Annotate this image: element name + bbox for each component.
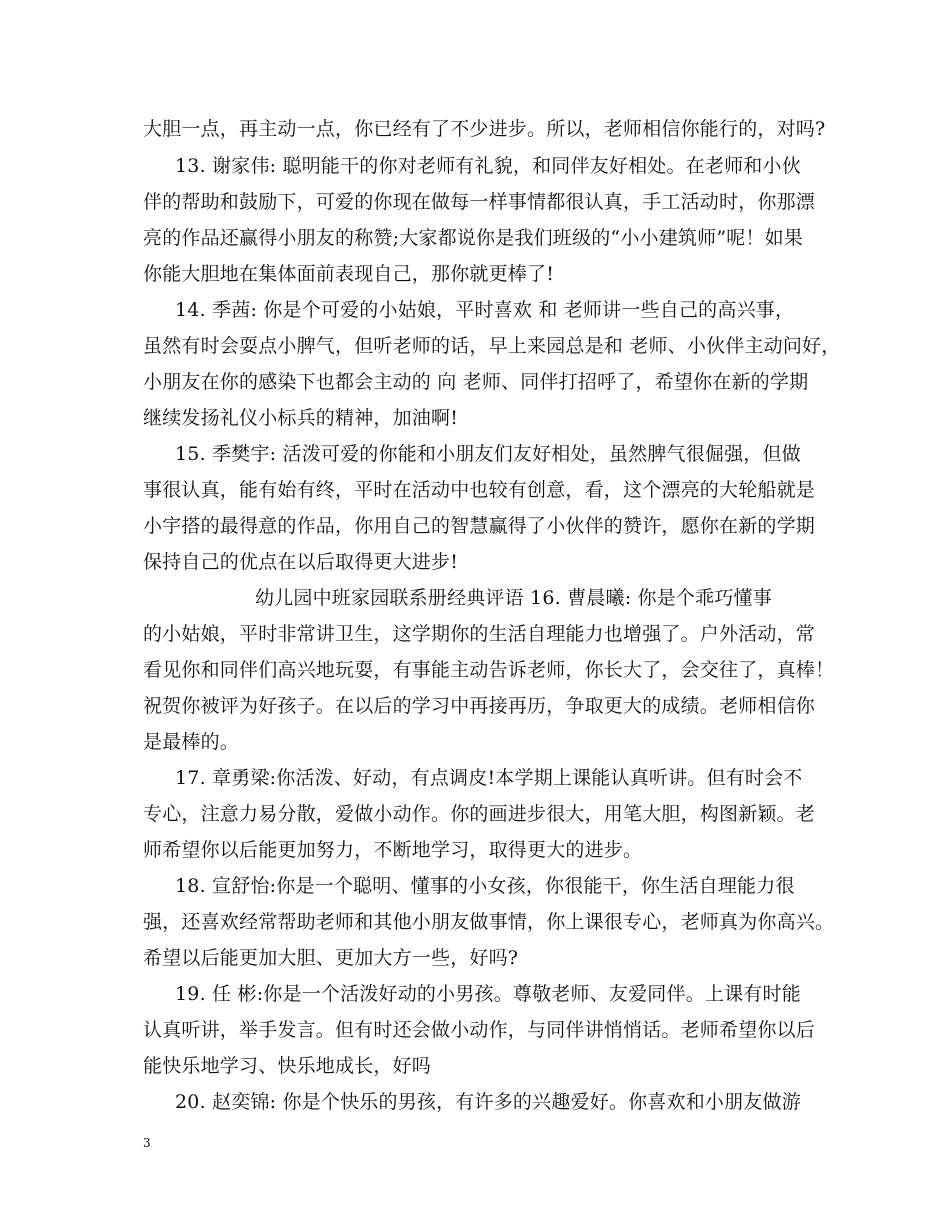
text-line: 你能大胆地在集体面前表现自己，那你就更棒了! <box>143 263 555 285</box>
text-line: 师希望你以后能更加努力，不断地学习，取得更大的进步。 <box>143 839 643 861</box>
text-line: 的小姑娘，平时非常讲卫生，这学期你的生活自理能力也增强了。户外活动，常 <box>143 623 816 645</box>
text-line: 13. 谢家伟: 聪明能干的你对老师有礼貌，和同伴友好相处。在老师和小伙 <box>175 155 801 177</box>
text-line: 20. 赵奕锦: 你是个快乐的男孩，有许多的兴趣爱好。你喜欢和小朋友做游 <box>175 1091 801 1113</box>
text-line: 看见你和同伴们高兴地玩耍，有事能主动告诉老师，你长大了，会交往了，真棒！ <box>143 659 835 681</box>
text-line: 18. 宣舒怡:你是一个聪明、懂事的小女孩，你很能干，你生活自理能力很 <box>175 875 795 897</box>
text-line: 是最棒的。 <box>143 731 240 753</box>
text-line: 大胆一点，再主动一点，你已经有了不少进步。所以，老师相信你能行的，对吗? <box>143 118 826 140</box>
text-line: 小宇搭的最得意的作品，你用自己的智慧赢得了小伙伴的赞许，愿你在新的学期 <box>143 515 816 537</box>
text-line: 事很认真，能有始有终，平时在活动中也较有创意，看，这个漂亮的大轮船就是 <box>143 479 816 501</box>
text-line: 继续发扬礼仪小标兵的精神，加油啊! <box>143 407 459 429</box>
text-line: 15. 季樊宇: 活泼可爱的你能和小朋友们友好相处，虽然脾气很倔强，但做 <box>175 443 801 465</box>
text-line: 19. 任 彬:你是一个活泼好动的小男孩。尊敬老师、友爱同伴。上课有时能 <box>175 983 801 1005</box>
page-number: 3 <box>143 1136 151 1150</box>
text-line: 17. 章勇梁:你活泼、好动，有点调皮!本学期上课能认真听讲。但有时会不 <box>175 767 803 789</box>
text-line: 虽然有时会耍点小脾气，但听老师的话，早上来园总是和 老师、小伙伴主动问好， <box>143 335 841 357</box>
text-line: 伴的帮助和鼓励下，可爱的你现在做每一样事情都很认真，手工活动时，你那漂 <box>143 191 816 213</box>
text-line: 强，还喜欢经常帮助老师和其他小朋友做事情，你上课很专心，老师真为你高兴。 <box>143 911 835 933</box>
text-line: 亮的作品还赢得小朋友的称赞;大家都说你是我们班级的“小小建筑师”呢！如果 <box>143 227 804 249</box>
text-line: 保持自己的优点在以后取得更大进步! <box>143 551 459 573</box>
text-line: 希望以后能更加大胆、更加大方一些，好吗? <box>143 947 519 969</box>
text-line: 小朋友在你的感染下也都会主动的 向 老师、同伴打招呼了，希望你在新的学期 <box>143 371 809 393</box>
text-line: 幼儿园中班家园联系册经典评语 16. 曹晨曦: 你是个乖巧懂事 <box>255 587 772 609</box>
text-line: 能快乐地学习、快乐地成长，好吗 <box>143 1055 432 1077</box>
text-line: 14. 季茜: 你是个可爱的小姑娘，平时喜欢 和 老师讲一些自己的高兴事， <box>175 299 795 321</box>
text-line: 祝贺你被评为好孩子。在以后的学习中再接再历，争取更大的成绩。老师相信你 <box>143 695 816 717</box>
text-line: 认真听讲，举手发言。但有时还会做小动作，与同伴讲悄悄话。老师希望你以后 <box>143 1019 816 1041</box>
text-line: 专心，注意力易分散，爱做小动作。你的画进步很大，用笔大胆，构图新颖。老 <box>143 803 816 825</box>
